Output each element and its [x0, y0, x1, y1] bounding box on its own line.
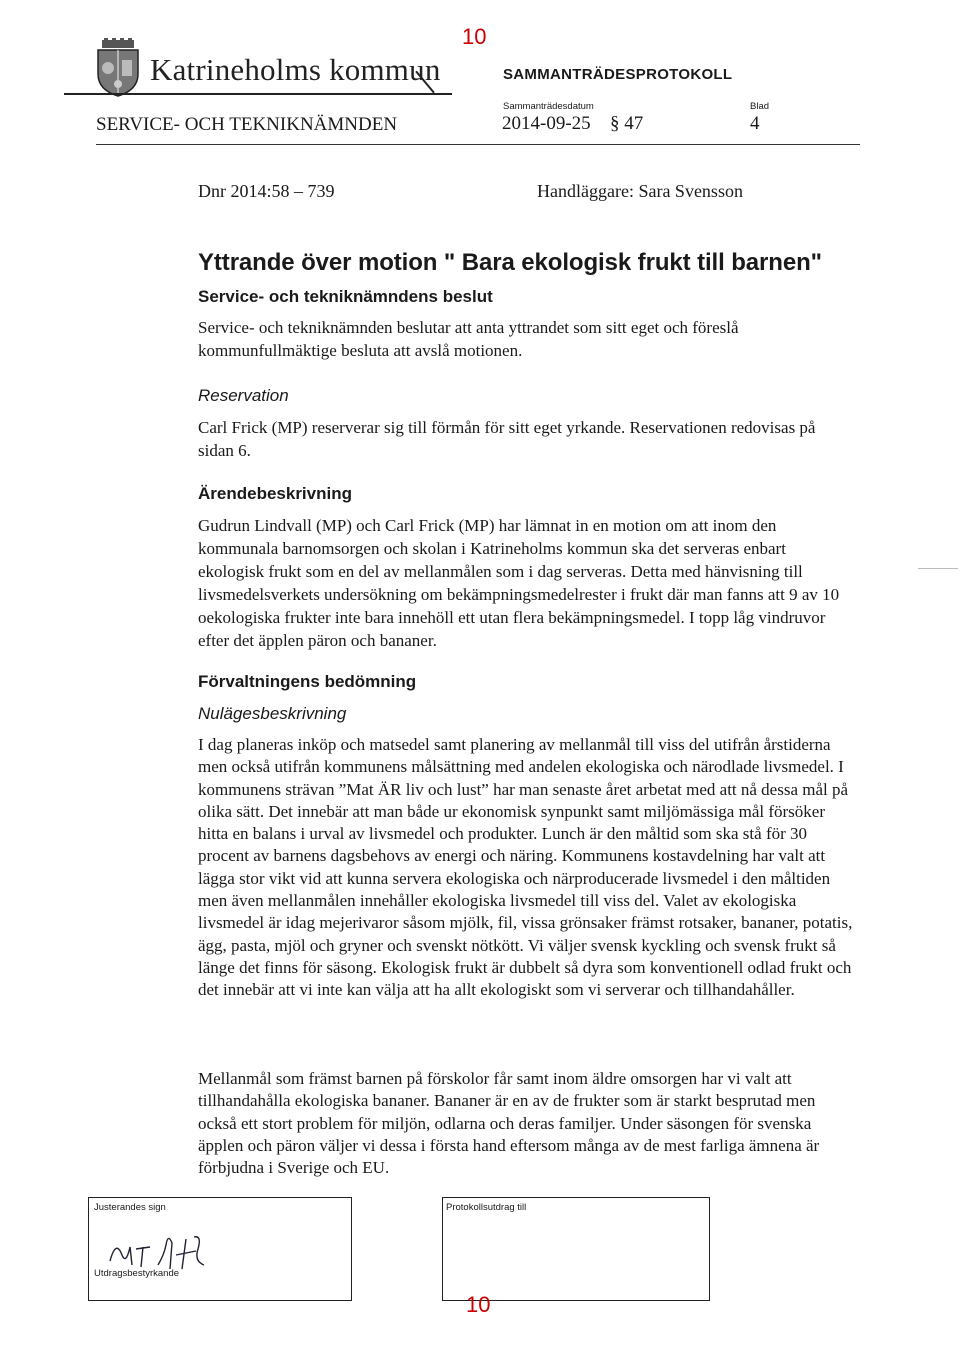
administration-assessment-heading: Förvaltningens bedömning [198, 672, 417, 691]
document-title: Yttrande över motion " Bara ekologisk frukt till barnen" [198, 249, 822, 276]
case-officer: Handläggare: Sara Svensson [537, 181, 743, 201]
protocol-title: SAMMANTRÄDESPROTOKOLL [503, 66, 733, 83]
case-description-heading: Ärendebeskrivning [198, 484, 352, 503]
snacks-paragraph: Mellanmål som främst barnen på förskolor får samt inom äldre omsorgen har vi valt att tillhandahålla ekologiska bananer. Bananer är en av de frukter som är starkt besprutad men också ett stort problem för miljön, odlarna och deras familjer. Under säsongen för svenska äpplen och päron väljer vi dessa i första hand eftersom många av de mest farliga ämnena är förbjudna i Sverige och EU. [198, 1069, 820, 1178]
reservation-text: Carl Frick (MP) reserverar sig till förmån för sitt eget yrkande. Reservationen redovisas på sidan 6. [198, 418, 816, 460]
header-divider [96, 144, 860, 145]
sheet-number: 4 [750, 113, 760, 134]
municipality-crest-logo [92, 38, 144, 98]
protocol-extract-label: Protokollsutdrag till [446, 1202, 527, 1213]
sheet-label: Blad [750, 101, 770, 112]
logo-underline [64, 93, 452, 95]
diary-number: Dnr 2014:58 – 739 [198, 181, 335, 201]
page-number-bottom: 10 [466, 1292, 491, 1317]
case-description-text: Gudrun Lindvall (MP) och Carl Frick (MP) har lämnat in en motion om att inom den kommunala barnomsorgen och skolan i Katrineholms kommun ska det serveras enbart ekologisk frukt som en del av mellanmålen som i dag serveras. Detta med hänvisning till livsmedelsverkets undersökning om bekämpningsmedelrester i frukt där man fanns att 9 av 10 oekologiska frukter inte bara innehöll ett utan flera bekämpningsmedel. I topp låg vindruvor efter det äpplen päron och bananer. [198, 516, 840, 650]
page-number-top: 10 [462, 24, 487, 49]
current-situation-text: I dag planeras inköp och matsedel samt planering av mellanmål till viss del utifrån årstiderna men också utifrån kommunens målsättning med andelen ekologiska och närodlade livsmedel. I kommunens strävan ”Mat ÄR liv och lust” har man senaste året arbetat med att nå dessa mål på olika sätt. Det innebär att man både ur ekonomisk synpunkt samt miljömässiga mål försöker hitta en balans i urval av livsmedel och produkter. Lunch är den måltid som ska stå för 30 procent av barnens dagsbehovs av energi och näring. Kommunens kostavdelning har valt att lägga stor vikt vid att kunna servera ekologiska och närproducerade livsmedel i den måltiden men även mellanmålen innehåller ekologiska livsmedel till viss del. Valet av ekologiska livsmedel är idag mejerivaror såsom mjölk, fil, vissa grönsaker främst rotsaker, bananer, potatis, ägg, pasta, mjöl och gryner och svenskt nötkött. Vi väljer svensk kyckling och svensk frukt så länge det finns för säsong. Ekologisk frukt är dubbelt så dyra som konventionell odlad frukt och det innebär att vi inte kan välja att ha allt ekologiskt som vi serverar och tillhandahåller. [198, 735, 853, 1000]
current-situation-heading: Nulägesbeskrivning [198, 704, 347, 723]
extract-certification-label: Utdragsbestyrkande [94, 1268, 180, 1279]
handwritten-signature [106, 1225, 216, 1273]
reservation-heading: Reservation [198, 386, 289, 405]
meeting-date-label: Sammanträdesdatum [503, 101, 594, 112]
section-number: § 47 [610, 113, 644, 134]
margin-mark [918, 568, 958, 569]
municipality-name: Katrineholms kommun [150, 52, 441, 87]
meeting-date: 2014-09-25 [502, 113, 591, 134]
committee-name: SERVICE- OCH TEKNIKNÄMNDEN [96, 114, 398, 135]
adjuster-signature-label: Justerandes sign [94, 1202, 166, 1213]
decision-heading: Service- och tekniknämndens beslut [198, 287, 493, 306]
decision-text: Service- och tekniknämnden beslutar att anta yttrandet som sitt eget och föreslå kommunfullmäktige besluta att avslå motionen. [198, 318, 739, 360]
